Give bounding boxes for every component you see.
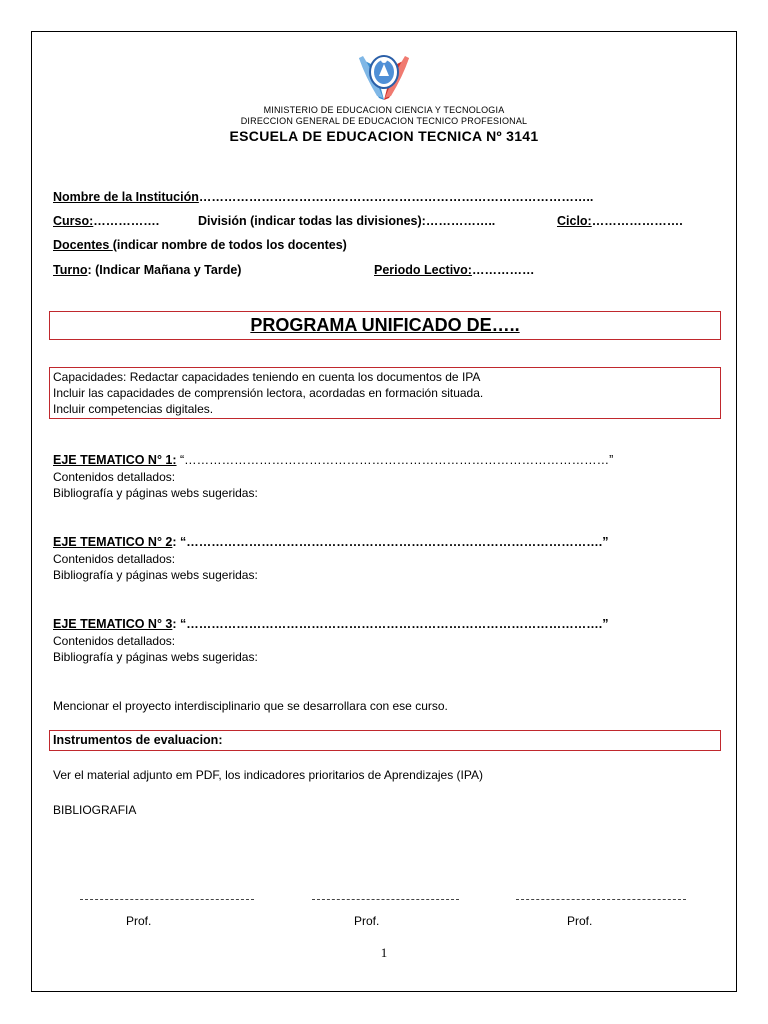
institution-dots: ………………………………………………………………………………….. <box>198 190 594 204</box>
docentes-text: (indicar nombre de todos los docentes) <box>112 238 347 252</box>
eje-2-bibliografia: Bibliografía y páginas webs sugeridas: <box>53 568 258 582</box>
eje-2-heading <box>53 535 608 549</box>
turno-label: Turno <box>53 263 88 277</box>
eje-1-bibliografia: Bibliografía y páginas webs sugeridas: <box>53 486 258 500</box>
turno-line <box>53 263 241 277</box>
proyecto-text: Mencionar el proyecto interdisciplinario que se desarrollara con ese curso. <box>53 699 448 713</box>
eje-3-heading <box>53 617 608 631</box>
docentes-line <box>53 238 347 252</box>
turno-text: : (Indicar Mañana y Tarde) <box>87 263 242 277</box>
signature-line-2 <box>312 899 459 900</box>
signature-line-1 <box>80 899 254 900</box>
signature-prof-3: Prof. <box>567 914 593 928</box>
school-crest-logo <box>353 50 415 102</box>
capacidades-line-3: Incluir competencias digitales. <box>53 402 214 416</box>
page-number: 1 <box>380 945 388 960</box>
eje-3-dots: : “……………………………………………………………………………………….” <box>172 617 609 631</box>
eje-1-label: EJE TEMATICO N° 1: <box>53 453 177 467</box>
eje-2-label: EJE TEMATICO N° 2 <box>53 535 173 549</box>
eje-3-contenidos: Contenidos detallados: <box>53 634 176 648</box>
ciclo-dots: …………………. <box>591 214 683 228</box>
eje-3-label: EJE TEMATICO N° 3 <box>53 617 173 631</box>
eje-1-contenidos: Contenidos detallados: <box>53 470 176 484</box>
ciclo-line <box>557 214 683 228</box>
bibliografia-heading: BIBLIOGRAFIA <box>53 803 137 817</box>
eje-2-dots: : “……………………………………………………………………………………….” <box>172 535 609 549</box>
institution-line <box>53 190 593 204</box>
docentes-label: Docentes <box>53 238 113 252</box>
institution-label: Nombre de la Institución <box>53 190 199 204</box>
periodo-dots: …………… <box>471 263 535 277</box>
curso-label: Curso: <box>53 214 94 228</box>
periodo-label: Periodo Lectivo: <box>374 263 472 277</box>
ministry-line: MINISTERIO DE EDUCACION CIENCIA Y TECNOLOGIA <box>263 105 505 115</box>
capacidades-line-2: Incluir las capacidades de comprensión lectora, acordadas en formación situada. <box>53 386 484 400</box>
eje-2-contenidos: Contenidos detallados: <box>53 552 176 566</box>
ciclo-label: Ciclo: <box>557 214 592 228</box>
signature-prof-2: Prof. <box>354 914 380 928</box>
eje-1-heading <box>53 453 613 467</box>
periodo-line <box>374 263 534 277</box>
material-text: Ver el material adjunto em PDF, los indicadores prioritarios de Aprendizajes (IPA) <box>53 768 483 782</box>
curso-line <box>53 214 159 228</box>
page-frame <box>31 31 737 992</box>
eje-1-dots: “…………………………………………………………………………………………” <box>176 453 614 467</box>
eje-3-bibliografia: Bibliografía y páginas webs sugeridas: <box>53 650 258 664</box>
capacidades-line-1: Capacidades: Redactar capacidades teniendo en cuenta los documentos de IPA <box>53 370 481 384</box>
school-name: ESCUELA DE EDUCACION TECNICA Nº 3141 <box>229 128 539 144</box>
curso-dots: ……………. <box>93 214 160 228</box>
instrumentos-label: Instrumentos de evaluacion: <box>53 733 223 747</box>
signature-prof-1: Prof. <box>126 914 152 928</box>
signature-line-3 <box>516 899 686 900</box>
program-title: PROGRAMA UNIFICADO DE….. <box>250 315 520 335</box>
division-text: División (indicar todas las divisiones):…………….. <box>198 214 496 228</box>
direction-line: DIRECCION GENERAL DE EDUCACION TECNICO PROFESIONAL <box>240 116 528 126</box>
